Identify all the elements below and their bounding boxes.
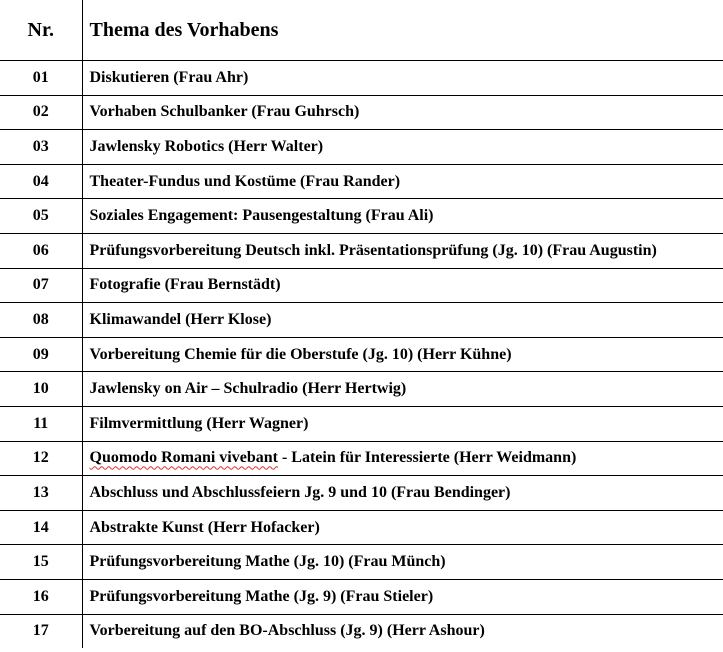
row-nr: 17 xyxy=(0,614,82,648)
row-topic: Fotografie (Frau Bernstädt) xyxy=(82,268,723,303)
row-topic: Abstrakte Kunst (Herr Hofacker) xyxy=(82,510,723,545)
row-topic: Vorhaben Schulbanker (Frau Guhrsch) xyxy=(82,95,723,130)
row-nr: 14 xyxy=(0,510,82,545)
table-row xyxy=(0,614,723,648)
table-row xyxy=(0,510,723,545)
row-nr: 09 xyxy=(0,337,82,372)
row-topic: Prüfungsvorbereitung Deutsch inkl. Präsentationsprüfung (Jg. 10) (Frau Augustin) xyxy=(82,233,723,268)
table-row xyxy=(0,199,723,234)
row-nr: 13 xyxy=(0,476,82,511)
row-topic: Jawlensky Robotics (Herr Walter) xyxy=(82,130,723,165)
table-row xyxy=(0,164,723,199)
row-nr: 08 xyxy=(0,303,82,338)
row-nr: 06 xyxy=(0,233,82,268)
header-topic: Thema des Vorhabens xyxy=(82,0,723,61)
row-nr: 15 xyxy=(0,545,82,580)
row-topic: Prüfungsvorbereitung Mathe (Jg. 10) (Frau Münch) xyxy=(82,545,723,580)
row-nr: 05 xyxy=(0,199,82,234)
row-nr: 02 xyxy=(0,95,82,130)
table-row xyxy=(0,545,723,580)
row-nr: 10 xyxy=(0,372,82,407)
row-topic: Klimawandel (Herr Klose) xyxy=(82,303,723,338)
row-nr: 03 xyxy=(0,130,82,165)
row-topic: Theater-Fundus und Kostüme (Frau Rander) xyxy=(82,164,723,199)
row-topic: Diskutieren (Frau Ahr) xyxy=(82,61,723,96)
row-nr: 11 xyxy=(0,406,82,441)
table-row xyxy=(0,372,723,407)
row-nr: 16 xyxy=(0,579,82,614)
table-header xyxy=(0,0,723,61)
header-nr: Nr. xyxy=(0,0,82,61)
table-body xyxy=(0,61,723,649)
spellcheck-flagged-text: Quomodo Romani vivebant xyxy=(89,449,278,467)
row-topic: Vorbereitung auf den BO-Abschluss (Jg. 9) (Herr Ashour) xyxy=(89,622,485,640)
row-topic: Soziales Engagement: Pausengestaltung (Frau Ali) xyxy=(82,199,723,234)
header-row xyxy=(0,0,723,61)
table-row xyxy=(0,268,723,303)
row-nr: 01 xyxy=(0,61,82,96)
table-row xyxy=(0,233,723,268)
row-topic: Prüfungsvorbereitung Mathe (Jg. 9) (Frau Stieler) xyxy=(82,579,723,614)
row-nr: 12 xyxy=(0,441,82,476)
table-row xyxy=(0,303,723,338)
row-topic: Abschluss und Abschlussfeiern Jg. 9 und 10 (Frau Bendinger) xyxy=(82,476,723,511)
row-topic-rest: - Latein für Interessierte (Herr Weidmann) xyxy=(277,449,577,467)
row-topic: Jawlensky on Air – Schulradio (Herr Hertwig) xyxy=(82,372,723,407)
table-row xyxy=(0,61,723,96)
table-row xyxy=(0,476,723,511)
table-row xyxy=(0,441,723,476)
row-topic xyxy=(82,441,723,476)
row-nr: 07 xyxy=(0,268,82,303)
table-row xyxy=(0,130,723,165)
row-topic: Vorbereitung Chemie für die Oberstufe (Jg. 10) (Herr Kühne) xyxy=(82,337,723,372)
row-topic: Filmvermittlung (Herr Wagner) xyxy=(82,406,723,441)
table-row xyxy=(0,579,723,614)
table-row xyxy=(0,406,723,441)
table-row xyxy=(0,95,723,130)
table-row xyxy=(0,337,723,372)
row-nr: 04 xyxy=(0,164,82,199)
